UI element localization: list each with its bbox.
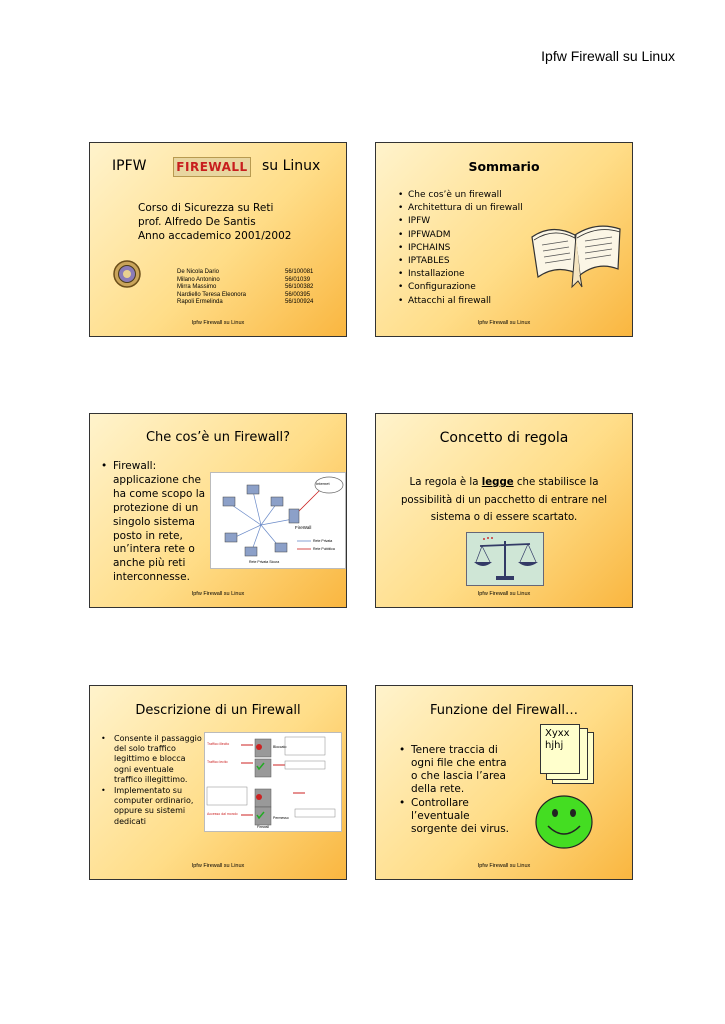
definition-text: [101, 460, 205, 585]
slide-concetto-regola: [375, 413, 633, 608]
text-line: legittimo e blocca: [114, 754, 186, 764]
slide-descrizione: [89, 685, 347, 880]
student-name: Nardiello Teresa Eleonora: [177, 291, 246, 298]
illicit-traffic-label: Traffico illecito: [207, 742, 230, 746]
slide-footer: Ipfw Firewall su Linux: [477, 863, 531, 869]
list-item: • Attacchi al firewall: [398, 295, 523, 308]
student-row: [177, 277, 313, 285]
slide-footer: Ipfw Firewall su Linux: [191, 320, 245, 326]
text-line: un’intera rete o: [113, 543, 195, 556]
slide-funzione: [375, 685, 633, 880]
bullet-dot: •: [101, 460, 108, 472]
slide-footer: Ipfw Firewall su Linux: [191, 591, 245, 597]
student-row: [177, 292, 313, 300]
student-id: 56/01039: [285, 276, 311, 283]
firewall-label: FireWall: [295, 525, 312, 530]
slide-sommario: [375, 142, 633, 337]
slide-title: Funzione del Firewall…: [429, 703, 579, 718]
rule-definition: [386, 474, 622, 527]
permitted-label: Permesso: [273, 816, 289, 820]
firewall-logo: [173, 157, 251, 177]
text-line: o che lascia l’area: [411, 770, 506, 782]
list-item: • Che cos’è un firewall: [398, 189, 523, 202]
slide-title: Che cos’è un Firewall?: [145, 430, 291, 445]
scales-of-justice-icon: [466, 532, 544, 590]
list-item: • IPCHAINS: [398, 242, 523, 255]
definition-bullet: [101, 460, 205, 585]
text-line: l’eventuale: [411, 810, 470, 822]
student-id: 56/100081: [285, 269, 314, 275]
function-bullets: [399, 744, 509, 836]
rule-text: che stabilisce la possibilità di un pacchetto di entrare nel sistema o di essere scartato.: [400, 477, 608, 523]
legend-private: Rete Privata: [313, 539, 333, 543]
slide-footer: Ipfw Firewall su Linux: [477, 320, 531, 326]
course-name: Corso di Sicurezza su Reti: [138, 202, 274, 214]
slide-title: Sommario: [468, 159, 540, 174]
list-item: • Configurazione: [398, 281, 523, 294]
bullet-dot: •: [399, 744, 406, 756]
professor: prof. Alfredo De Santis: [138, 216, 256, 228]
text-line: dedicati: [114, 816, 146, 826]
slide-title: Descrizione di un Firewall: [135, 703, 301, 718]
firewall-filter-diagram: [204, 732, 342, 832]
list-item: • IPTABLES: [398, 255, 523, 268]
document-page: [540, 724, 580, 774]
course-info: [138, 201, 291, 243]
network-diagram: [210, 472, 346, 569]
student-row: [177, 284, 313, 292]
access-label: Accesso dal mondo: [207, 812, 238, 816]
text-line: Consente il passaggio: [114, 734, 202, 743]
slide-title-right: su Linux: [262, 158, 321, 174]
open-book-icon: [528, 215, 624, 293]
slide-footer: Ipfw Firewall su Linux: [191, 863, 245, 869]
student-name: De Nicola Dario: [177, 269, 220, 275]
bullet-dot: •: [101, 786, 106, 796]
text-line: oppure su sistemi: [114, 806, 186, 816]
text-line: applicazione che: [113, 473, 201, 486]
bullet-item: [399, 797, 509, 836]
text-line: traffico illegittimo.: [114, 774, 188, 784]
internet-label: Internet: [316, 481, 330, 486]
document-text: Xyxx: [545, 728, 570, 739]
legend-public: Rete Pubblica: [313, 547, 335, 551]
bullet-item: [101, 786, 202, 827]
text-line: ogni eventuale: [114, 764, 174, 774]
academic-year: Anno accademico 2001/2002: [138, 230, 292, 242]
list-item: • Installazione: [398, 268, 523, 281]
student-name: Milano Antonino: [177, 276, 220, 283]
student-name: Mirra Massimo: [177, 284, 217, 290]
firewall-caption: Firewall: [257, 825, 270, 829]
text-line: protezione di un: [113, 501, 199, 514]
network-diagram-graphic: [211, 473, 345, 568]
text-line: sorgente dei virus.: [411, 823, 510, 835]
sommario-list: [398, 189, 523, 308]
student-row: [177, 269, 313, 277]
document-text: hjhj: [545, 740, 564, 751]
slide-che-cos-e: [89, 413, 347, 608]
smiley-face-icon: [534, 794, 594, 854]
blocked-label: Bloccato: [273, 745, 287, 749]
bullet-dot: •: [101, 734, 106, 743]
text-line: ha come scopo la: [113, 487, 206, 500]
text-line: singolo sistema: [113, 515, 195, 528]
student-id: 56/100382: [285, 284, 314, 290]
students-list: [177, 269, 313, 307]
list-item: • Architettura di un firewall: [398, 202, 523, 215]
bullet-item: [101, 734, 202, 785]
rule-text: La regola è la: [409, 477, 482, 488]
text-line: Implementato su: [114, 786, 183, 796]
student-id: 56/100924: [285, 299, 314, 305]
student-name: Rapoli Ermelinda: [177, 299, 223, 305]
student-id: 56/00395: [285, 291, 311, 298]
slide-title: Concetto di regola: [439, 430, 569, 446]
licit-traffic-label: Traffico lecito: [207, 760, 228, 764]
text-line: computer ordinario,: [114, 796, 194, 806]
rule-keyword: legge: [481, 477, 514, 488]
text-line: ogni file che entra: [411, 757, 507, 769]
page-header: Ipfw Firewall su Linux: [541, 48, 675, 64]
list-item: • IPFW: [398, 215, 523, 228]
text-line: Controllare: [411, 797, 469, 809]
text-line: della rete.: [411, 783, 465, 795]
text-line: del solo traffico: [114, 744, 176, 754]
text-line: Tenere traccia di: [411, 744, 498, 756]
list-item: • IPFWADM: [398, 229, 523, 242]
firewall-logo-text: FIREWALL: [176, 160, 248, 174]
description-bullets: [101, 734, 202, 827]
slide-footer: Ipfw Firewall su Linux: [477, 591, 531, 597]
diagram-caption: Rete Privata Sicura: [249, 560, 280, 564]
bullet-dot: •: [399, 797, 406, 809]
document-stack-icon: [540, 724, 600, 784]
university-seal-icon: [112, 259, 142, 293]
text-line: Firewall:: [113, 460, 157, 472]
slide-title: [89, 142, 347, 337]
text-line: interconnesse.: [113, 571, 190, 584]
student-row: [177, 299, 313, 307]
text-line: posto in rete,: [113, 529, 183, 542]
bullet-item: [399, 744, 509, 796]
slide-title-left: IPFW: [112, 158, 147, 174]
text-line: anche più reti: [113, 557, 186, 570]
